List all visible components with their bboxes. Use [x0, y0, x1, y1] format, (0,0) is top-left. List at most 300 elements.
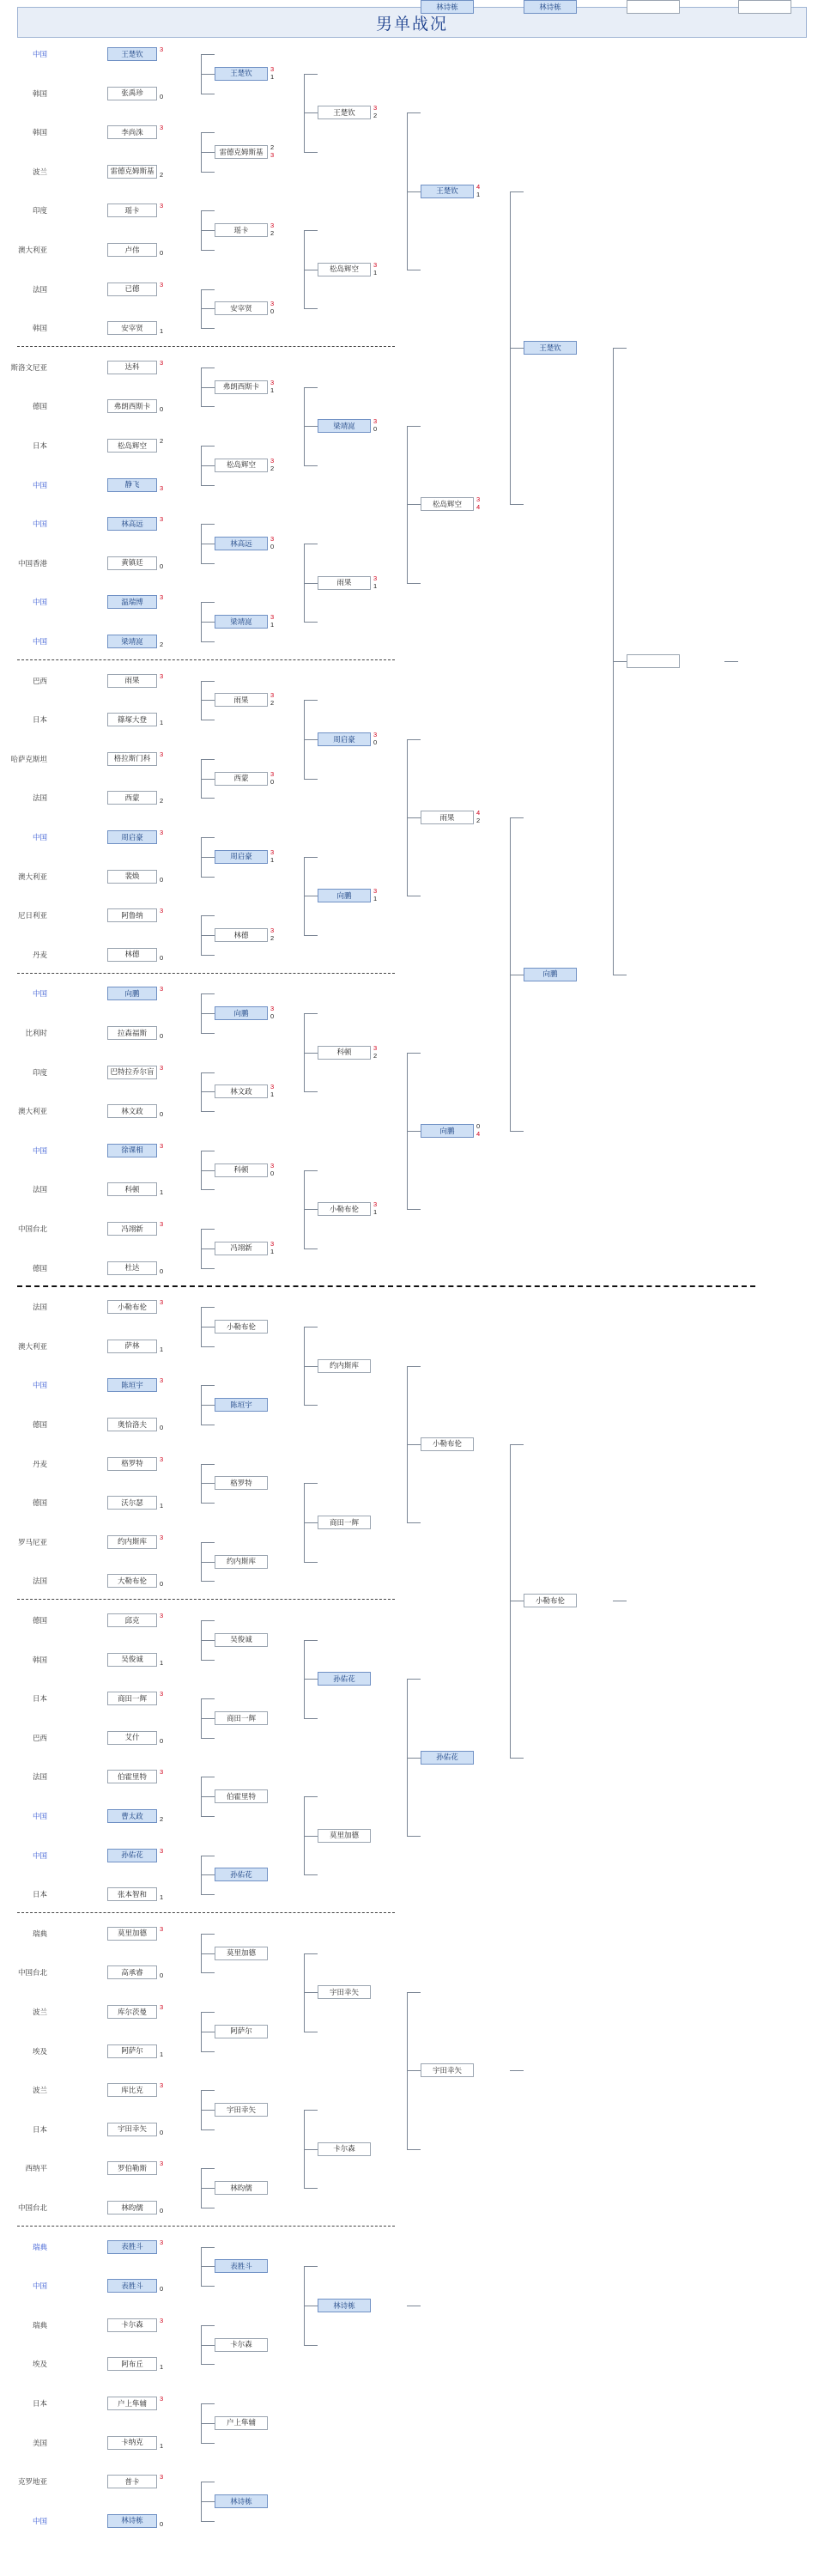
connector-line — [510, 348, 524, 349]
match-score: 0 — [270, 307, 275, 316]
player-country: 中国 — [32, 1145, 47, 1155]
match-score: 3 — [270, 691, 275, 700]
match-score: 0 — [270, 777, 275, 786]
connector-line — [201, 1581, 215, 1582]
player-node[interactable]: 雷德克姆斯基 — [215, 145, 268, 159]
player-node[interactable]: 科顿 — [318, 1046, 371, 1060]
match-score: 4 — [476, 1130, 481, 1138]
player-country: 韩国 — [32, 1655, 47, 1664]
connector-line — [724, 661, 738, 662]
match-score: 0 — [270, 1012, 275, 1021]
player-node[interactable]: 宇田幸矢 — [107, 2123, 157, 2136]
match-score: 3 — [160, 2160, 164, 2168]
match-score: 3 — [160, 671, 164, 680]
connector-line — [201, 446, 215, 447]
connector-line — [201, 955, 215, 956]
player-country: 埃及 — [32, 2360, 47, 2369]
player-node[interactable]: 宇田幸矢 — [215, 2103, 268, 2117]
player-node[interactable]: 约内斯库 — [107, 1535, 157, 1549]
player-node[interactable]: 艾什 — [107, 1731, 157, 1745]
player-node[interactable]: 裴焕 — [107, 870, 157, 884]
player-node[interactable]: 小勒布伦 — [107, 1300, 157, 1314]
player-node[interactable]: 向鹏 — [215, 1006, 268, 1020]
match-score: 0 — [160, 1971, 164, 1980]
player-node[interactable]: 普卡 — [107, 2475, 157, 2488]
match-score: 3 — [373, 1200, 378, 1209]
match-score: 3 — [160, 124, 164, 132]
connector-line — [201, 798, 215, 799]
connector-line — [201, 700, 215, 701]
player-node[interactable]: 安宰贤 — [107, 321, 157, 335]
player-node[interactable]: 表胜斗 — [107, 2240, 157, 2254]
player-node[interactable] — [627, 654, 680, 668]
connector-line — [201, 1698, 215, 1699]
player-country: 德国 — [32, 1263, 47, 1273]
connector-line — [304, 1091, 318, 1092]
connector-line — [201, 1953, 215, 1954]
player-node[interactable]: 户上隼辅 — [215, 2416, 268, 2430]
player-node[interactable]: 松岛辉空 — [107, 439, 157, 453]
match-score: 3 — [373, 1043, 378, 1052]
player-node[interactable]: 弗朗西斯卡 — [107, 399, 157, 413]
player-node[interactable]: 篠塚大登 — [107, 713, 157, 726]
player-node[interactable]: 西蒙 — [107, 791, 157, 805]
connector-line — [407, 191, 421, 192]
player-node[interactable]: 约内斯库 — [318, 1359, 371, 1373]
player-node[interactable]: 卢伟 — [107, 243, 157, 257]
player-node[interactable]: 王楚钦 — [215, 67, 268, 81]
player-node[interactable]: 约内斯库 — [215, 1555, 268, 1569]
player-node[interactable]: 松岛辉空 — [318, 263, 371, 276]
player-node[interactable]: 格拉斯门科 — [107, 752, 157, 766]
connector-line — [201, 2051, 215, 2052]
player-country: 中国台北 — [17, 1968, 47, 1978]
match-score: 3 — [160, 1141, 164, 1150]
player-node[interactable]: 罗伯勒斯 — [107, 2161, 157, 2175]
match-score: 3 — [270, 848, 275, 856]
connector-line — [201, 877, 215, 878]
player-node[interactable]: 拉森福斯 — [107, 1026, 157, 1040]
player-node[interactable]: 格罗特 — [215, 1476, 268, 1490]
player-node[interactable]: 商田一辉 — [215, 1711, 268, 1725]
player-node[interactable]: 伯霍里特 — [215, 1789, 268, 1803]
connector-line — [304, 426, 318, 427]
connector-line — [201, 1111, 215, 1112]
player-node[interactable]: 周启豪 — [107, 830, 157, 844]
match-score: 3 — [270, 769, 275, 778]
match-score: 3 — [160, 907, 164, 915]
match-score: 3 — [160, 46, 164, 53]
connector-line — [407, 1053, 421, 1054]
match-score: 1 — [270, 72, 275, 81]
player-node[interactable]: 达科 — [107, 361, 157, 374]
connector-line — [201, 759, 215, 760]
player-country: 法国 — [32, 1185, 47, 1194]
player-node[interactable]: 商田一辉 — [107, 1692, 157, 1705]
match-score: 0 — [160, 92, 164, 100]
player-country: 中国 — [32, 1812, 47, 1820]
connector-line — [613, 661, 627, 662]
player-node[interactable]: 林文政 — [215, 1084, 268, 1098]
player-node[interactable]: 商田一辉 — [318, 1516, 371, 1529]
player-node[interactable] — [627, 0, 680, 14]
player-country: 韩国 — [32, 128, 47, 137]
connector-line — [304, 1522, 318, 1523]
match-score: 0 — [160, 953, 164, 962]
connector-line — [201, 1346, 215, 1347]
player-node[interactable]: 格罗特 — [107, 1457, 157, 1471]
match-score: 4 — [476, 182, 481, 191]
connector-line — [304, 2149, 318, 2150]
player-node[interactable]: 松岛辉空 — [215, 459, 268, 472]
player-node[interactable]: 安宰贤 — [215, 301, 268, 315]
match-score: 0 — [270, 543, 275, 550]
player-node[interactable]: 林高远 — [107, 517, 157, 531]
connector-line — [510, 1131, 524, 1132]
player-node[interactable]: 王楚钦 — [107, 47, 157, 61]
connector-line — [201, 1072, 215, 1073]
match-score: 3 — [160, 1455, 164, 1463]
section-divider — [17, 659, 395, 660]
player-node[interactable]: 库比克 — [107, 2083, 157, 2097]
player-country: 巴西 — [32, 1733, 47, 1742]
match-score: 2 — [476, 817, 481, 825]
match-score: 0 — [160, 1580, 164, 1589]
connector-line — [304, 2266, 318, 2267]
player-country: 中国 — [32, 50, 47, 58]
player-node[interactable]: 孙佑花 — [215, 1868, 268, 1881]
player-node[interactable]: 向鹏 — [421, 1124, 474, 1138]
connector-line — [304, 2188, 318, 2189]
player-node[interactable]: 雨果 — [215, 693, 268, 707]
player-node[interactable]: 王楚钦 — [524, 341, 577, 355]
player-node[interactable]: 孙佑花 — [107, 1849, 157, 1862]
player-node[interactable]: 林诗栋 — [107, 2514, 157, 2528]
match-score: 3 — [270, 613, 275, 622]
match-score: 3 — [160, 1220, 164, 1228]
player-node[interactable]: 林诗栋 — [215, 2494, 268, 2508]
match-score: 3 — [373, 574, 378, 582]
player-node[interactable]: 温瑞博 — [107, 595, 157, 609]
player-node[interactable]: 莫里加德 — [215, 1947, 268, 1960]
match-score: 3 — [160, 1768, 164, 1777]
player-node[interactable]: 梁靖崑 — [215, 615, 268, 629]
player-node[interactable]: 雨果 — [107, 674, 157, 688]
player-node[interactable]: 科顿 — [107, 1182, 157, 1196]
match-score: 2 — [270, 699, 275, 708]
match-score: 3 — [476, 495, 481, 504]
match-score: 0 — [160, 2285, 164, 2293]
connector-line — [201, 1385, 215, 1386]
player-node[interactable]: 王楚钦 — [421, 185, 474, 198]
player-node[interactable]: 弗朗西斯卡 — [215, 380, 268, 394]
player-country: 中国 — [32, 598, 47, 607]
player-node[interactable]: 瑶卡 — [215, 223, 268, 237]
match-score: 3 — [160, 1924, 164, 1933]
player-node[interactable]: 阿萨尔 — [215, 2025, 268, 2038]
connector-line — [304, 779, 318, 780]
player-country: 中国 — [32, 2281, 47, 2291]
match-score: 0 — [373, 738, 378, 746]
connector-line — [201, 779, 215, 780]
connector-line — [201, 622, 215, 623]
player-node[interactable]: 梁靖崑 — [318, 419, 371, 433]
player-node[interactable]: 林文政 — [107, 1104, 157, 1118]
match-score: 3 — [160, 1533, 164, 1541]
connector-line — [304, 1992, 318, 1993]
match-score: 3 — [270, 64, 275, 73]
player-node[interactable]: 林昀儒 — [107, 2201, 157, 2215]
connector-line — [201, 563, 215, 564]
connector-line — [407, 1679, 421, 1680]
player-node[interactable]: 林诗栋 — [421, 0, 474, 14]
connector-line — [201, 1660, 215, 1661]
connector-line — [304, 1796, 318, 1797]
player-country: 德国 — [32, 1498, 47, 1508]
player-node[interactable]: 孙佑花 — [421, 1751, 474, 1765]
player-country: 法国 — [32, 1577, 47, 1586]
player-country: 韩国 — [32, 88, 47, 98]
player-node[interactable]: 林诗栋 — [318, 2299, 371, 2312]
connector-line — [510, 1758, 524, 1759]
connector-line — [201, 1033, 215, 1034]
connector-line — [201, 1972, 215, 1973]
player-node[interactable]: 库尔茨曼 — [107, 2005, 157, 2019]
connector-line — [304, 1483, 318, 1484]
player-node[interactable]: 向鹏 — [318, 889, 371, 902]
connector-line — [201, 2247, 215, 2248]
player-node[interactable]: 卡纳克 — [107, 2436, 157, 2450]
match-score: 3 — [160, 1612, 164, 1619]
connector-line — [304, 387, 318, 388]
player-country: 波兰 — [32, 2086, 47, 2095]
player-node[interactable]: 西蒙 — [215, 772, 268, 786]
match-score: 3 — [160, 202, 164, 210]
connector-line — [201, 1483, 215, 1484]
player-country: 德国 — [32, 402, 47, 411]
connector-line — [407, 1131, 421, 1132]
connector-line — [201, 1816, 215, 1817]
match-score: 1 — [160, 1345, 164, 1353]
player-node[interactable]: 陈垣宇 — [215, 1398, 268, 1412]
match-score: 3 — [160, 2395, 164, 2403]
player-node[interactable]: 阿布丘 — [107, 2357, 157, 2371]
player-node[interactable]: 小勒布伦 — [421, 1437, 474, 1451]
player-node[interactable]: 林德 — [107, 948, 157, 962]
player-node[interactable]: 莫里加德 — [318, 1829, 371, 1843]
player-node[interactable]: 李尚洙 — [107, 125, 157, 139]
player-node[interactable]: 向鹏 — [524, 968, 577, 981]
player-node[interactable]: 小勒布伦 — [318, 1202, 371, 1216]
connector-line — [201, 2521, 215, 2522]
player-node[interactable]: 阿萨尔 — [107, 2044, 157, 2058]
player-node[interactable]: 黄镇廷 — [107, 556, 157, 570]
player-node[interactable]: 表胜斗 — [107, 2279, 157, 2293]
connector-line — [304, 1013, 318, 1014]
player-node[interactable]: 表胜斗 — [215, 2259, 268, 2273]
connector-line — [201, 1542, 215, 1543]
player-country: 哈萨克斯坦 — [10, 754, 47, 763]
player-node[interactable]: 奥恰洛夫 — [107, 1418, 157, 1431]
connector-line — [304, 1053, 318, 1054]
player-node[interactable]: 梁靖崑 — [107, 635, 157, 648]
player-node[interactable]: 已德 — [107, 283, 157, 296]
connector-line — [510, 817, 524, 818]
player-node[interactable]: 孙佑花 — [318, 1672, 371, 1686]
connector-line — [201, 2423, 215, 2424]
match-score: 1 — [270, 1247, 275, 1255]
match-score: 1 — [373, 581, 378, 590]
match-score: 2 — [160, 170, 164, 179]
player-node[interactable]: 雷德克姆斯基 — [107, 165, 157, 179]
player-node[interactable]: 阿鲁纳 — [107, 908, 157, 922]
player-node[interactable]: 雨果 — [318, 576, 371, 590]
player-country: 中国 — [32, 989, 47, 999]
player-country: 中国 — [32, 637, 47, 646]
connector-line — [304, 2345, 318, 2346]
player-node[interactable]: 卡尔森 — [318, 2142, 371, 2156]
match-score: 1 — [160, 1893, 164, 1902]
player-node[interactable]: 杜达 — [107, 1261, 157, 1275]
player-node[interactable]: 静飞 — [107, 478, 157, 492]
match-score: 0 — [160, 405, 164, 414]
player-node[interactable]: 张禹珍 — [107, 87, 157, 100]
connector-line — [201, 1013, 215, 1014]
player-node[interactable]: 林昀儒 — [215, 2181, 268, 2195]
match-score: 0 — [160, 249, 164, 257]
player-node[interactable]: 伯霍里特 — [107, 1770, 157, 1783]
connector-line — [201, 132, 215, 133]
player-country: 波兰 — [32, 167, 47, 176]
player-country: 中国 — [32, 519, 47, 529]
player-node[interactable]: 瑶卡 — [107, 204, 157, 217]
player-node[interactable] — [738, 0, 791, 14]
match-score: 2 — [160, 797, 164, 805]
connector-line — [407, 1209, 421, 1210]
player-node[interactable]: 卡尔森 — [215, 2338, 268, 2352]
player-country: 法国 — [32, 1303, 47, 1312]
connector-line — [201, 1934, 215, 1935]
player-node[interactable]: 冯翊新 — [215, 1242, 268, 1255]
player-node[interactable]: 林诗栋 — [524, 0, 577, 14]
player-node[interactable]: 莫里加德 — [107, 1927, 157, 1941]
connector-line — [201, 1874, 215, 1875]
match-score: 3 — [373, 887, 378, 896]
match-score: 3 — [160, 1846, 164, 1855]
player-node[interactable]: 萨林 — [107, 1340, 157, 1353]
player-node[interactable]: 宇田幸矢 — [421, 2063, 474, 2077]
connector-line — [201, 172, 215, 173]
player-node[interactable]: 大勒布伦 — [107, 1574, 157, 1588]
player-node[interactable]: 向鹏 — [107, 987, 157, 1000]
connector-line — [304, 1874, 318, 1875]
match-score: 3 — [160, 2316, 164, 2324]
player-node[interactable]: 小勒布伦 — [215, 1320, 268, 1334]
connector-line — [510, 2070, 524, 2071]
match-score: 0 — [160, 2128, 164, 2136]
connector-line — [201, 54, 215, 55]
connector-line — [201, 230, 215, 231]
player-country: 丹麦 — [32, 950, 47, 959]
connector-line — [304, 1640, 318, 1641]
connector-line — [304, 1562, 318, 1563]
player-node[interactable]: 陈垣宇 — [107, 1378, 157, 1392]
match-score: 1 — [270, 1091, 275, 1099]
connector-line — [407, 739, 421, 740]
player-node[interactable]: 科顿 — [215, 1163, 268, 1177]
player-node[interactable]: 户上隼辅 — [107, 2397, 157, 2410]
player-country: 瑞典 — [32, 2242, 47, 2251]
match-score: 3 — [160, 483, 164, 492]
player-node[interactable]: 周启豪 — [318, 732, 371, 746]
player-node[interactable]: 小勒布伦 — [524, 1594, 577, 1607]
player-node[interactable]: 冯翊新 — [107, 1222, 157, 1236]
player-country: 法国 — [32, 284, 47, 294]
player-country: 克罗地亚 — [17, 2477, 47, 2487]
match-score: 1 — [160, 1502, 164, 1510]
connector-line — [304, 74, 318, 75]
connector-line — [304, 1405, 318, 1406]
connector-line — [407, 1444, 421, 1445]
connector-line — [304, 700, 318, 701]
player-country: 日本 — [32, 2124, 47, 2134]
player-node[interactable]: 张本智和 — [107, 1887, 157, 1901]
connector-line — [201, 465, 215, 466]
player-node[interactable]: 松岛辉空 — [421, 497, 474, 511]
connector-line — [201, 935, 215, 936]
section-divider — [17, 1599, 395, 1600]
match-score: 0 — [160, 2207, 164, 2215]
player-node[interactable]: 宇田幸矢 — [318, 1985, 371, 1999]
connector-line — [201, 485, 215, 486]
connector-line — [407, 504, 421, 505]
connector-line — [304, 1679, 318, 1680]
connector-line — [201, 681, 215, 682]
connector-line — [201, 2168, 215, 2169]
player-node[interactable]: 吴俊诚 — [107, 1653, 157, 1667]
player-node[interactable]: 林德 — [215, 928, 268, 942]
player-node[interactable]: 王楚钦 — [318, 106, 371, 119]
match-score: 3 — [270, 151, 275, 159]
player-node[interactable]: 周启豪 — [215, 850, 268, 864]
connector-line — [201, 2286, 215, 2287]
player-node[interactable]: 巴特拉乔尔盲 — [107, 1066, 157, 1079]
match-score: 3 — [160, 2238, 164, 2246]
player-country: 韩国 — [32, 324, 47, 333]
player-node[interactable]: 卡尔森 — [107, 2318, 157, 2332]
match-score: 3 — [270, 1239, 275, 1248]
player-node[interactable]: 徐课相 — [107, 1144, 157, 1157]
player-node[interactable]: 曹太政 — [107, 1809, 157, 1823]
player-node[interactable]: 吴俊诚 — [215, 1633, 268, 1647]
connector-line — [201, 289, 215, 290]
connector-line — [201, 2443, 215, 2444]
player-node[interactable]: 沃尔瑟 — [107, 1496, 157, 1510]
match-score: 0 — [160, 1267, 164, 1275]
match-score: 3 — [270, 222, 275, 230]
player-node[interactable]: 林高远 — [215, 537, 268, 550]
match-score: 1 — [160, 2363, 164, 2372]
player-node[interactable]: 高承睿 — [107, 1965, 157, 1979]
player-node[interactable]: 雨果 — [421, 811, 474, 824]
connector-line — [201, 2403, 215, 2404]
player-node[interactable]: 邱克 — [107, 1613, 157, 1627]
connector-line — [304, 1718, 318, 1719]
connector-line — [304, 152, 318, 153]
player-country: 日本 — [32, 441, 47, 450]
match-score: 3 — [160, 2473, 164, 2482]
connector-line — [201, 74, 215, 75]
